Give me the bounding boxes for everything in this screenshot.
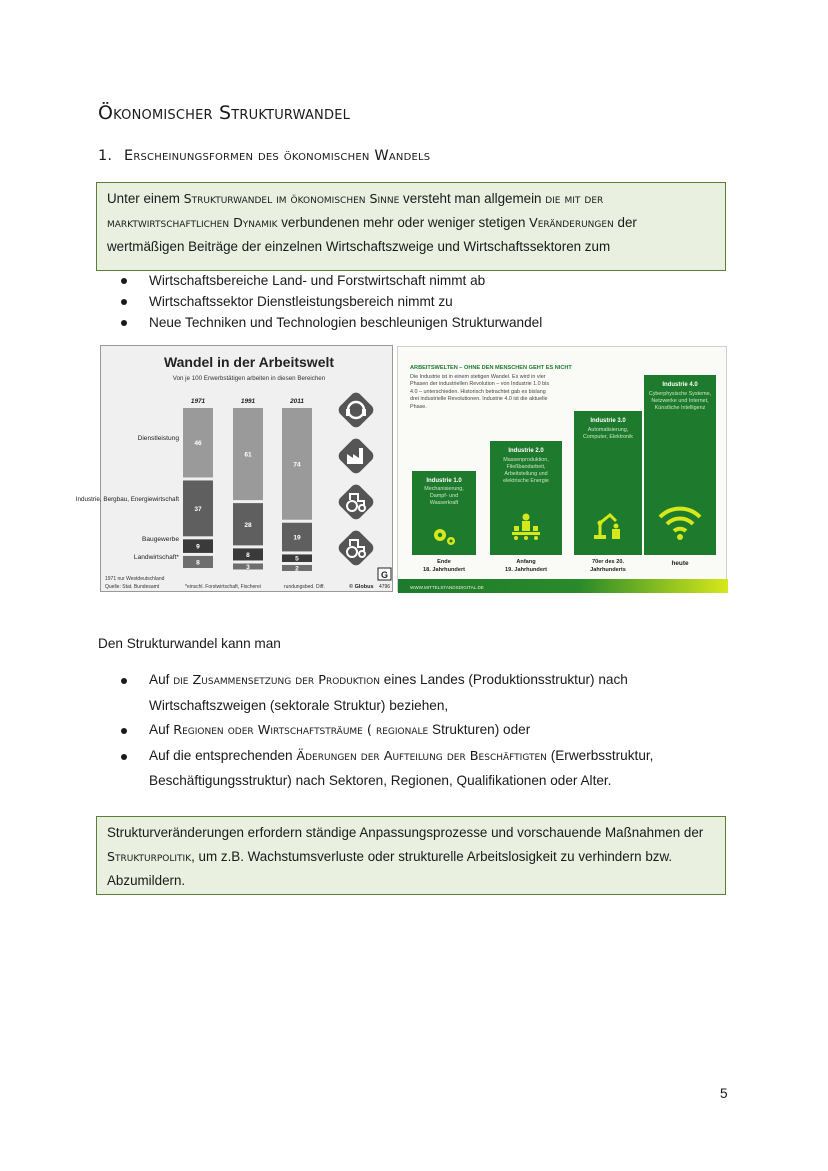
row-label-dienstleistung: Dienstleistung — [137, 435, 179, 442]
stage-desc: Massenproduktion, Fließbandarbeit, Arbeitsteilung und elektrische Energie — [503, 457, 549, 484]
bar-value-label: 46 — [194, 440, 202, 448]
stage-name: Industrie 1.0 — [426, 478, 462, 484]
stage-time: Anfang — [516, 559, 536, 565]
bar-value-label: 37 — [194, 505, 202, 513]
text: versteht man allgemein — [399, 191, 546, 206]
stage-name: Industrie 3.0 — [590, 418, 626, 424]
stage-time: Ende — [437, 559, 451, 565]
bar-value-label: 3 — [246, 563, 250, 571]
bar-value-label: 61 — [244, 451, 252, 459]
bullet-list — [118, 270, 542, 333]
arbeitswelt-chart-image — [75, 345, 393, 592]
emphasis: Strukturwandel im ökonomischen Sinne — [183, 191, 400, 206]
text: Auf — [149, 722, 174, 737]
bar-value-label: 2 — [295, 565, 299, 573]
text: (Erwerbsstruktur, Beschäftigungsstruktur) nach Sektoren, Regionen, Qualifikationen oder Alter. — [149, 747, 654, 788]
row-label-industrie: Industrie, Bergbau, Energiewirtschaft — [75, 496, 179, 503]
emphasis: Äderungen der Aufteilung der Beschäftigten — [296, 748, 547, 764]
emphasis: Strukturpolitik — [107, 849, 192, 864]
stage-name: Industrie 4.0 — [662, 382, 698, 388]
text: verbundenen mehr oder weniger stetigen — [277, 215, 530, 230]
section-heading-text: Erscheinungsformen des ökonomischen Wandels — [124, 148, 431, 164]
brand-label: © Globus — [349, 584, 374, 590]
stage-time: heute — [671, 560, 689, 567]
page-title: Ökonomischer Strukturwandel — [98, 102, 351, 124]
infographic-intro: Die Industrie ist in einem stetigen Wandel. Es wird in vier Phasen der industriellen Revolution – von Industrie 1.0 bis 4.0 – unterschieden. Historisch betrachtet gab es bislang drei industrielle Revolutionen. Industrie 4.0 ist die aktuelle Phase. — [410, 374, 550, 410]
text: , um z.B. Wachstumsverluste oder strukturelle Arbeitslosigkeit zu verhindern bzw. Abzumildern. — [107, 849, 673, 888]
list-item — [118, 744, 698, 794]
text: Strukturen) oder — [428, 722, 531, 737]
stage-industrie-3 — [574, 411, 642, 573]
footnote: 1971 nur Westdeutschland — [105, 576, 165, 582]
factory-icon — [336, 436, 376, 476]
bullet-list — [118, 668, 698, 794]
infographic-header: ARBEITSWELTEN – OHNE DEN MENSCHEN GEHT ES NICHT — [410, 365, 572, 371]
row-label-landwirtschaft: Landwirtschaft* — [133, 554, 179, 561]
bars-group — [183, 398, 312, 572]
bar-chart — [75, 346, 394, 593]
section-heading — [98, 148, 430, 164]
stage-time: 70er des 20. — [591, 559, 625, 565]
stage-desc: Mechanisierung, Dampf- und Wasserkraft — [424, 486, 464, 506]
industrie-stages-image — [397, 346, 727, 592]
industrie-infographic — [398, 347, 728, 593]
bar-value-label: 9 — [196, 543, 200, 551]
headset-icon — [336, 390, 376, 430]
bar-value-label: 19 — [293, 534, 301, 542]
list-item: Wirtschaftsbereiche Land- und Forstwirtschaft nimmt ab — [118, 270, 542, 291]
chart-subtitle: Von je 100 Erwerbstätigen arbeiten in diesen Bereichen — [172, 375, 326, 382]
globus-logo-letter: G — [380, 570, 389, 580]
stage-time: 19. Jahrhundert — [505, 567, 547, 573]
text: Unter einem — [107, 191, 184, 206]
stage-desc: Cyberphysische Systeme, Netzwerke und Internet, Künstliche Intelligenz — [648, 391, 712, 411]
chart-code: 4796 — [378, 584, 391, 590]
chart-title: Wandel in der Arbeitswelt — [163, 354, 335, 370]
footnote: rundungsbed. Diff. — [284, 584, 325, 590]
stage-time: Jahrhunderts — [590, 567, 626, 573]
stage-industrie-1 — [412, 471, 476, 573]
footnote: *einschl. Forstwirtschaft, Fischerei — [185, 584, 261, 590]
emphasis: Regionen oder Wirtschaftsträume ( regionale — [173, 723, 429, 738]
stage-industrie-4 — [644, 375, 716, 567]
emphasis: Veränderungen — [529, 215, 614, 230]
emphasis: die Zusammensetzung der Produktion — [173, 673, 380, 688]
stage-industrie-2 — [490, 441, 562, 573]
year-label: 1971 — [190, 398, 206, 405]
stage-desc: Automatisierung, Computer, Elektronik — [582, 427, 634, 440]
tractor-icon — [336, 528, 376, 568]
stage-time: 18. Jahrhundert — [423, 567, 465, 573]
summary-box — [96, 816, 726, 895]
tractor-icon — [336, 482, 376, 522]
stage-name: Industrie 2.0 — [508, 448, 544, 454]
bar-value-label: 5 — [295, 555, 299, 563]
year-label: 1991 — [240, 398, 256, 405]
footer-url: WWW.MITTELSTANDSDIGITAL.DE — [410, 585, 484, 590]
definition-box — [96, 182, 726, 271]
list-item — [118, 668, 698, 718]
footnote: Quelle: Stat. Bundesamt — [105, 584, 160, 590]
text: eines Landes (Produktionsstruktur) nach Wirtschaftszweigen (sektorale Struktur) beziehen, — [149, 672, 628, 713]
list-item: Wirtschaftssektor Dienstleistungsbereich nimmt zu — [118, 291, 542, 312]
year-label: 2011 — [290, 398, 304, 405]
list-item — [118, 718, 698, 744]
bar-value-label: 8 — [246, 551, 250, 559]
text: Auf — [149, 672, 174, 687]
section-number: 1. — [98, 148, 113, 164]
bar-value-label: 28 — [244, 521, 252, 529]
text: der wertmäßigen Beiträge der einzelnen Wirtschaftszweige und Wirtschaftssektoren zum — [107, 215, 637, 254]
row-label-baugewerbe: Baugewerbe — [141, 536, 179, 543]
bar-value-label: 74 — [293, 461, 301, 469]
page-number: 5 — [720, 1086, 728, 1101]
icons-column — [336, 390, 376, 568]
intro-text: Den Strukturwandel kann man — [98, 636, 281, 651]
bar-value-label: 8 — [196, 559, 200, 567]
emphasis: die mit der marktwirtschaftlichen Dynamik — [107, 191, 604, 230]
text: Auf die entsprechenden — [149, 747, 297, 763]
text: Strukturveränderungen erfordern ständige Anpassungsprozesse und vorschauende Maßnahmen der — [107, 825, 704, 840]
list-item: Neue Techniken und Technologien beschleunigen Strukturwandel — [118, 312, 542, 333]
